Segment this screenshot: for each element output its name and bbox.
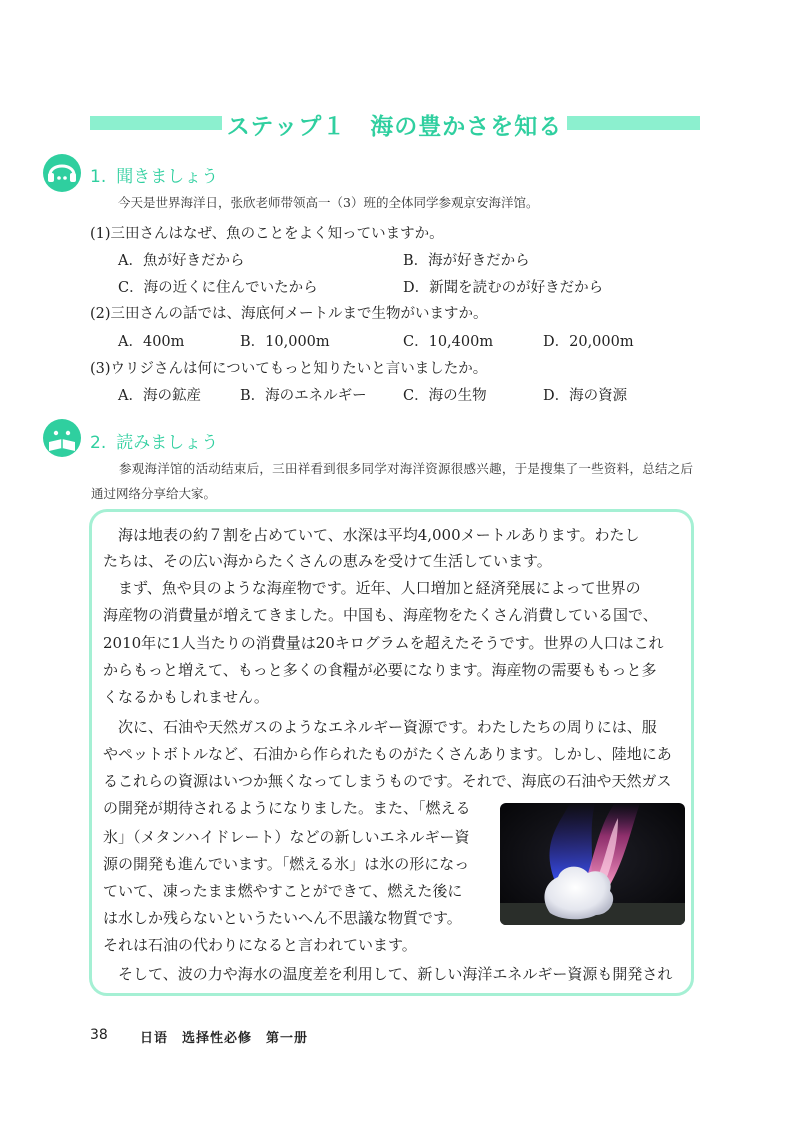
- q3-option-d: D．海の資源: [543, 388, 628, 404]
- q3-option-c: C．海の生物: [403, 388, 487, 404]
- q3-option-a: A．海の鉱産: [118, 388, 201, 404]
- q3-option-b: B．海のエネルギー: [240, 388, 367, 404]
- passage-line-1: 海は地表の約７割を占めていて、水深は平均4,000メートルあります。わたし: [118, 526, 640, 544]
- listen-heading-text: 聞きましょう: [116, 167, 219, 187]
- step-title: ステップ１ 海の豊かさを知る: [226, 114, 563, 140]
- burning-ice-photo: [500, 803, 685, 925]
- listen-heading: [90, 162, 218, 187]
- title-bar-left: [90, 116, 222, 130]
- read-heading-text: 読みましょう: [116, 433, 219, 453]
- passage-line-11: の開発が期待されるようになりました。また、「燃える: [103, 799, 471, 817]
- q2-option-a: A．400m: [118, 334, 185, 350]
- passage-line-16: それは石油の代わりになると言われています。: [103, 936, 417, 954]
- q1-option-a: A．魚が好きだから: [118, 253, 245, 269]
- passage-line-4: 海産物の消費量が増えてきました。中国も、海産物をたくさん消費している国で、: [103, 606, 658, 624]
- passage-line-9: やペットボトルなど、石油から作られたものがたくさんあります。しかし、陸地にあ: [103, 745, 672, 763]
- passage-line-14: ていて、凍ったまま燃やすことができて、燃えた後に: [103, 882, 463, 900]
- passage-line-12: 氷」（メタンハイドレート）などの新しいエネルギー資: [103, 828, 470, 846]
- q2-option-c: C．10,400m: [403, 334, 494, 350]
- read-icon: [42, 418, 82, 458]
- question-1: (1)三田さんはなぜ、魚のことをよく知っていますか。: [90, 226, 444, 242]
- passage-line-15: は水しか残らないというたいへん不思議な物質です。: [103, 909, 462, 927]
- title-bar-right: [567, 116, 700, 130]
- listen-number: 1.: [90, 167, 107, 187]
- passage-line-17: そして、波の力や海水の温度差を利用して、新しい海洋エネルギー資源も開発され: [118, 965, 673, 983]
- book-title: 日语 选择性必修 第一册: [140, 1031, 309, 1046]
- read-heading: [90, 428, 218, 453]
- question-3: (3)ウリジさんは何についてもっと知りたいと言いましたか。: [90, 361, 488, 377]
- question-2: (2)三田さんの話では、海底何メートルまで生物がいますか。: [90, 306, 488, 322]
- passage-line-2: たちは、その広い海からたくさんの恵みを受けて生活しています。: [103, 552, 552, 570]
- passage-line-13: 源の開発も進んでいます。「燃える氷」は氷の形になっ: [103, 855, 470, 873]
- passage-line-3: まず、魚や貝のような海産物です。近年、人口増加と経済発展によって世界の: [118, 579, 641, 597]
- read-number: 2.: [90, 433, 107, 453]
- passage-line-5: 2010年に1人当たりの消費量は20キログラムを超えたそうです。世界の人口はこれ: [103, 634, 664, 652]
- page-number: 38: [90, 1027, 108, 1043]
- passage-line-10: るこれらの資源はいつか無くなってしまうものです。それで、海底の石油や天然ガス: [103, 772, 672, 790]
- listen-icon: [42, 153, 82, 193]
- passage-line-6: からもっと増えて、もっと多くの食糧が必要になります。海産物の需要ももっと多: [103, 661, 657, 679]
- listen-intro: 今天是世界海洋日，张欣老师带领高一（3）班的全体同学参观京安海洋馆。: [118, 195, 539, 210]
- q2-option-d: D．20,000m: [543, 334, 634, 350]
- q1-option-d: D．新聞を読むのが好きだから: [403, 280, 604, 296]
- q2-option-b: B．10,000m: [240, 334, 330, 350]
- q1-option-c: C．海の近くに住んでいたから: [118, 280, 318, 296]
- read-intro: 参观海洋馆的活动结束后，三田祥看到很多同学对海洋资源很感兴趣，于是搜集了一些资料，总结之后通过网络分享给大家。: [91, 461, 693, 501]
- passage-line-8: 次に、石油や天然ガスのようなエネルギー資源です。わたしたちの周りには、服: [118, 718, 657, 736]
- passage-line-7: くなるかもしれません。: [103, 688, 269, 706]
- q1-option-b: B．海が好きだから: [403, 253, 530, 269]
